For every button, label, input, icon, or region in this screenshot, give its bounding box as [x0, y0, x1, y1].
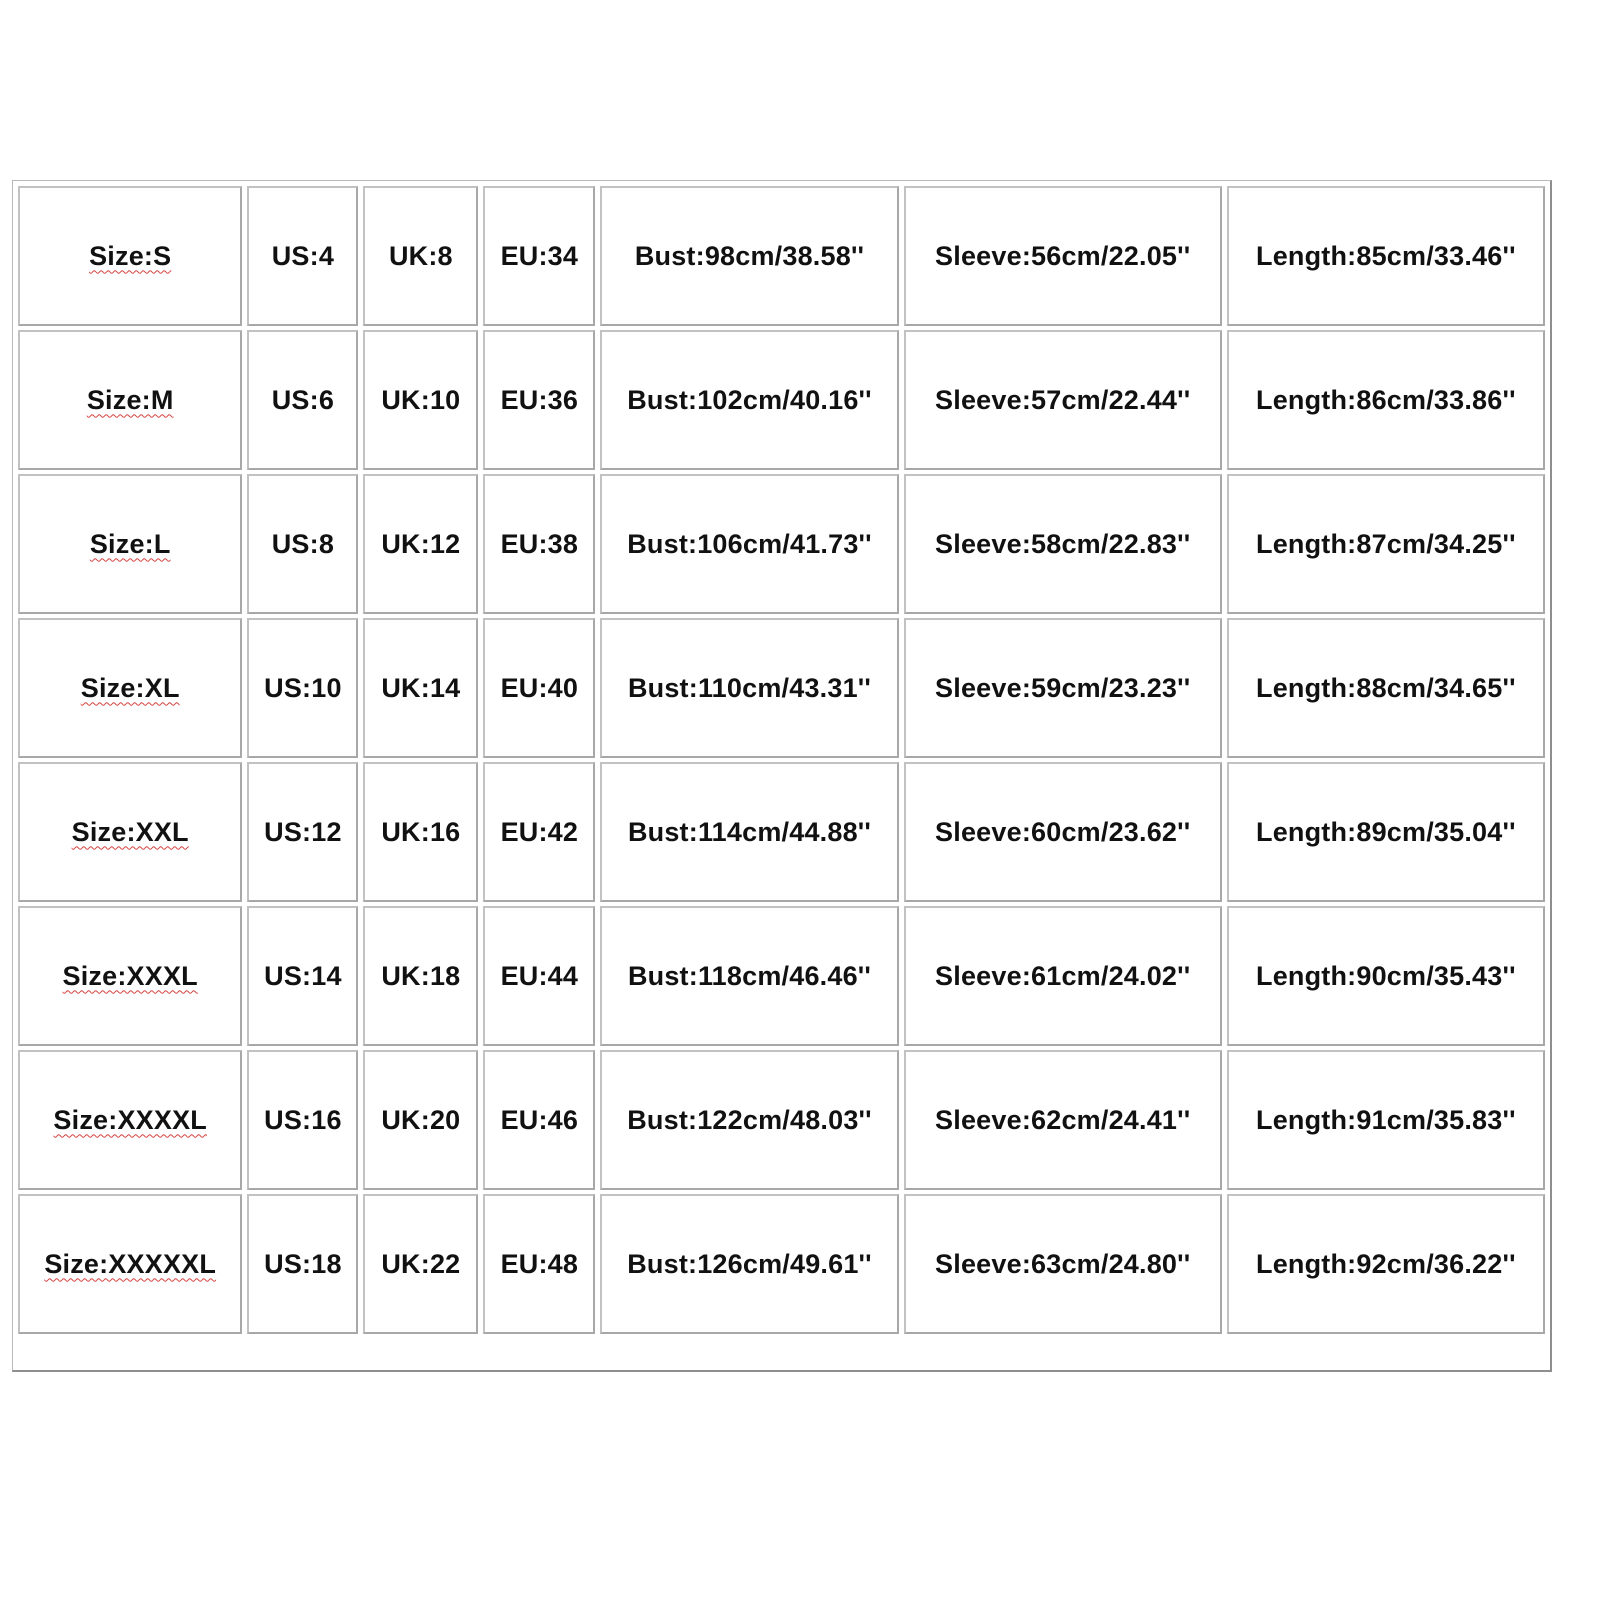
bust-cell: Bust:122cm/48.03''	[600, 1050, 898, 1190]
table-row	[18, 186, 1545, 326]
eu-size-cell: EU:40	[483, 618, 595, 758]
uk-size-cell: UK:12	[363, 474, 478, 614]
eu-size-cell: EU:48	[483, 1194, 595, 1334]
length-cell: Length:92cm/36.22''	[1227, 1194, 1545, 1334]
bust-cell: Bust:114cm/44.88''	[600, 762, 898, 902]
length-cell: Length:87cm/34.25''	[1227, 474, 1545, 614]
eu-size-cell: EU:34	[483, 186, 595, 326]
eu-size-cell: EU:42	[483, 762, 595, 902]
sleeve-cell: Sleeve:61cm/24.02''	[904, 906, 1222, 1046]
bust-cell: Bust:110cm/43.31''	[600, 618, 898, 758]
sleeve-cell: Sleeve:63cm/24.80''	[904, 1194, 1222, 1334]
table-row	[18, 474, 1545, 614]
size-cell	[18, 618, 242, 758]
us-size-cell: US:6	[247, 330, 358, 470]
size-cell	[18, 762, 242, 902]
sleeve-cell: Sleeve:56cm/22.05''	[904, 186, 1222, 326]
sleeve-cell: Sleeve:57cm/22.44''	[904, 330, 1222, 470]
size-label: Size:XXL	[71, 816, 189, 847]
table-row	[18, 906, 1545, 1046]
uk-size-cell: UK:22	[363, 1194, 478, 1334]
size-label: Size:XXXXL	[53, 1104, 207, 1135]
us-size-cell: US:10	[247, 618, 358, 758]
bust-cell: Bust:98cm/38.58''	[600, 186, 898, 326]
eu-size-cell: EU:36	[483, 330, 595, 470]
bust-cell: Bust:102cm/40.16''	[600, 330, 898, 470]
size-cell	[18, 330, 242, 470]
uk-size-cell: UK:18	[363, 906, 478, 1046]
size-chart-frame	[12, 180, 1552, 1372]
bust-cell: Bust:126cm/49.61''	[600, 1194, 898, 1334]
us-size-cell: US:12	[247, 762, 358, 902]
table-row	[18, 330, 1545, 470]
uk-size-cell: UK:14	[363, 618, 478, 758]
us-size-cell: US:14	[247, 906, 358, 1046]
sleeve-cell: Sleeve:62cm/24.41''	[904, 1050, 1222, 1190]
size-label: Size:S	[89, 240, 172, 271]
uk-size-cell: UK:10	[363, 330, 478, 470]
length-cell: Length:91cm/35.83''	[1227, 1050, 1545, 1190]
length-cell: Length:90cm/35.43''	[1227, 906, 1545, 1046]
us-size-cell: US:18	[247, 1194, 358, 1334]
table-row	[18, 1194, 1545, 1334]
length-cell: Length:86cm/33.86''	[1227, 330, 1545, 470]
bust-cell: Bust:118cm/46.46''	[600, 906, 898, 1046]
size-cell	[18, 1194, 242, 1334]
size-cell	[18, 186, 242, 326]
length-cell: Length:85cm/33.46''	[1227, 186, 1545, 326]
length-cell: Length:89cm/35.04''	[1227, 762, 1545, 902]
size-cell	[18, 906, 242, 1046]
sleeve-cell: Sleeve:58cm/22.83''	[904, 474, 1222, 614]
us-size-cell: US:8	[247, 474, 358, 614]
eu-size-cell: EU:44	[483, 906, 595, 1046]
us-size-cell: US:4	[247, 186, 358, 326]
size-label: Size:XL	[80, 672, 180, 703]
uk-size-cell: UK:16	[363, 762, 478, 902]
sleeve-cell: Sleeve:60cm/23.62''	[904, 762, 1222, 902]
size-label: Size:L	[89, 528, 171, 559]
length-cell: Length:88cm/34.65''	[1227, 618, 1545, 758]
size-label: Size:M	[86, 384, 174, 415]
size-cell	[18, 474, 242, 614]
size-chart-body	[18, 186, 1545, 1334]
sleeve-cell: Sleeve:59cm/23.23''	[904, 618, 1222, 758]
bust-cell: Bust:106cm/41.73''	[600, 474, 898, 614]
size-chart-table	[13, 182, 1550, 1338]
size-label: Size:XXXL	[62, 960, 198, 991]
size-label: Size:XXXXXL	[44, 1248, 217, 1279]
size-cell	[18, 1050, 242, 1190]
us-size-cell: US:16	[247, 1050, 358, 1190]
eu-size-cell: EU:46	[483, 1050, 595, 1190]
table-row	[18, 618, 1545, 758]
table-row	[18, 762, 1545, 902]
uk-size-cell: UK:20	[363, 1050, 478, 1190]
uk-size-cell: UK:8	[363, 186, 478, 326]
table-row	[18, 1050, 1545, 1190]
eu-size-cell: EU:38	[483, 474, 595, 614]
